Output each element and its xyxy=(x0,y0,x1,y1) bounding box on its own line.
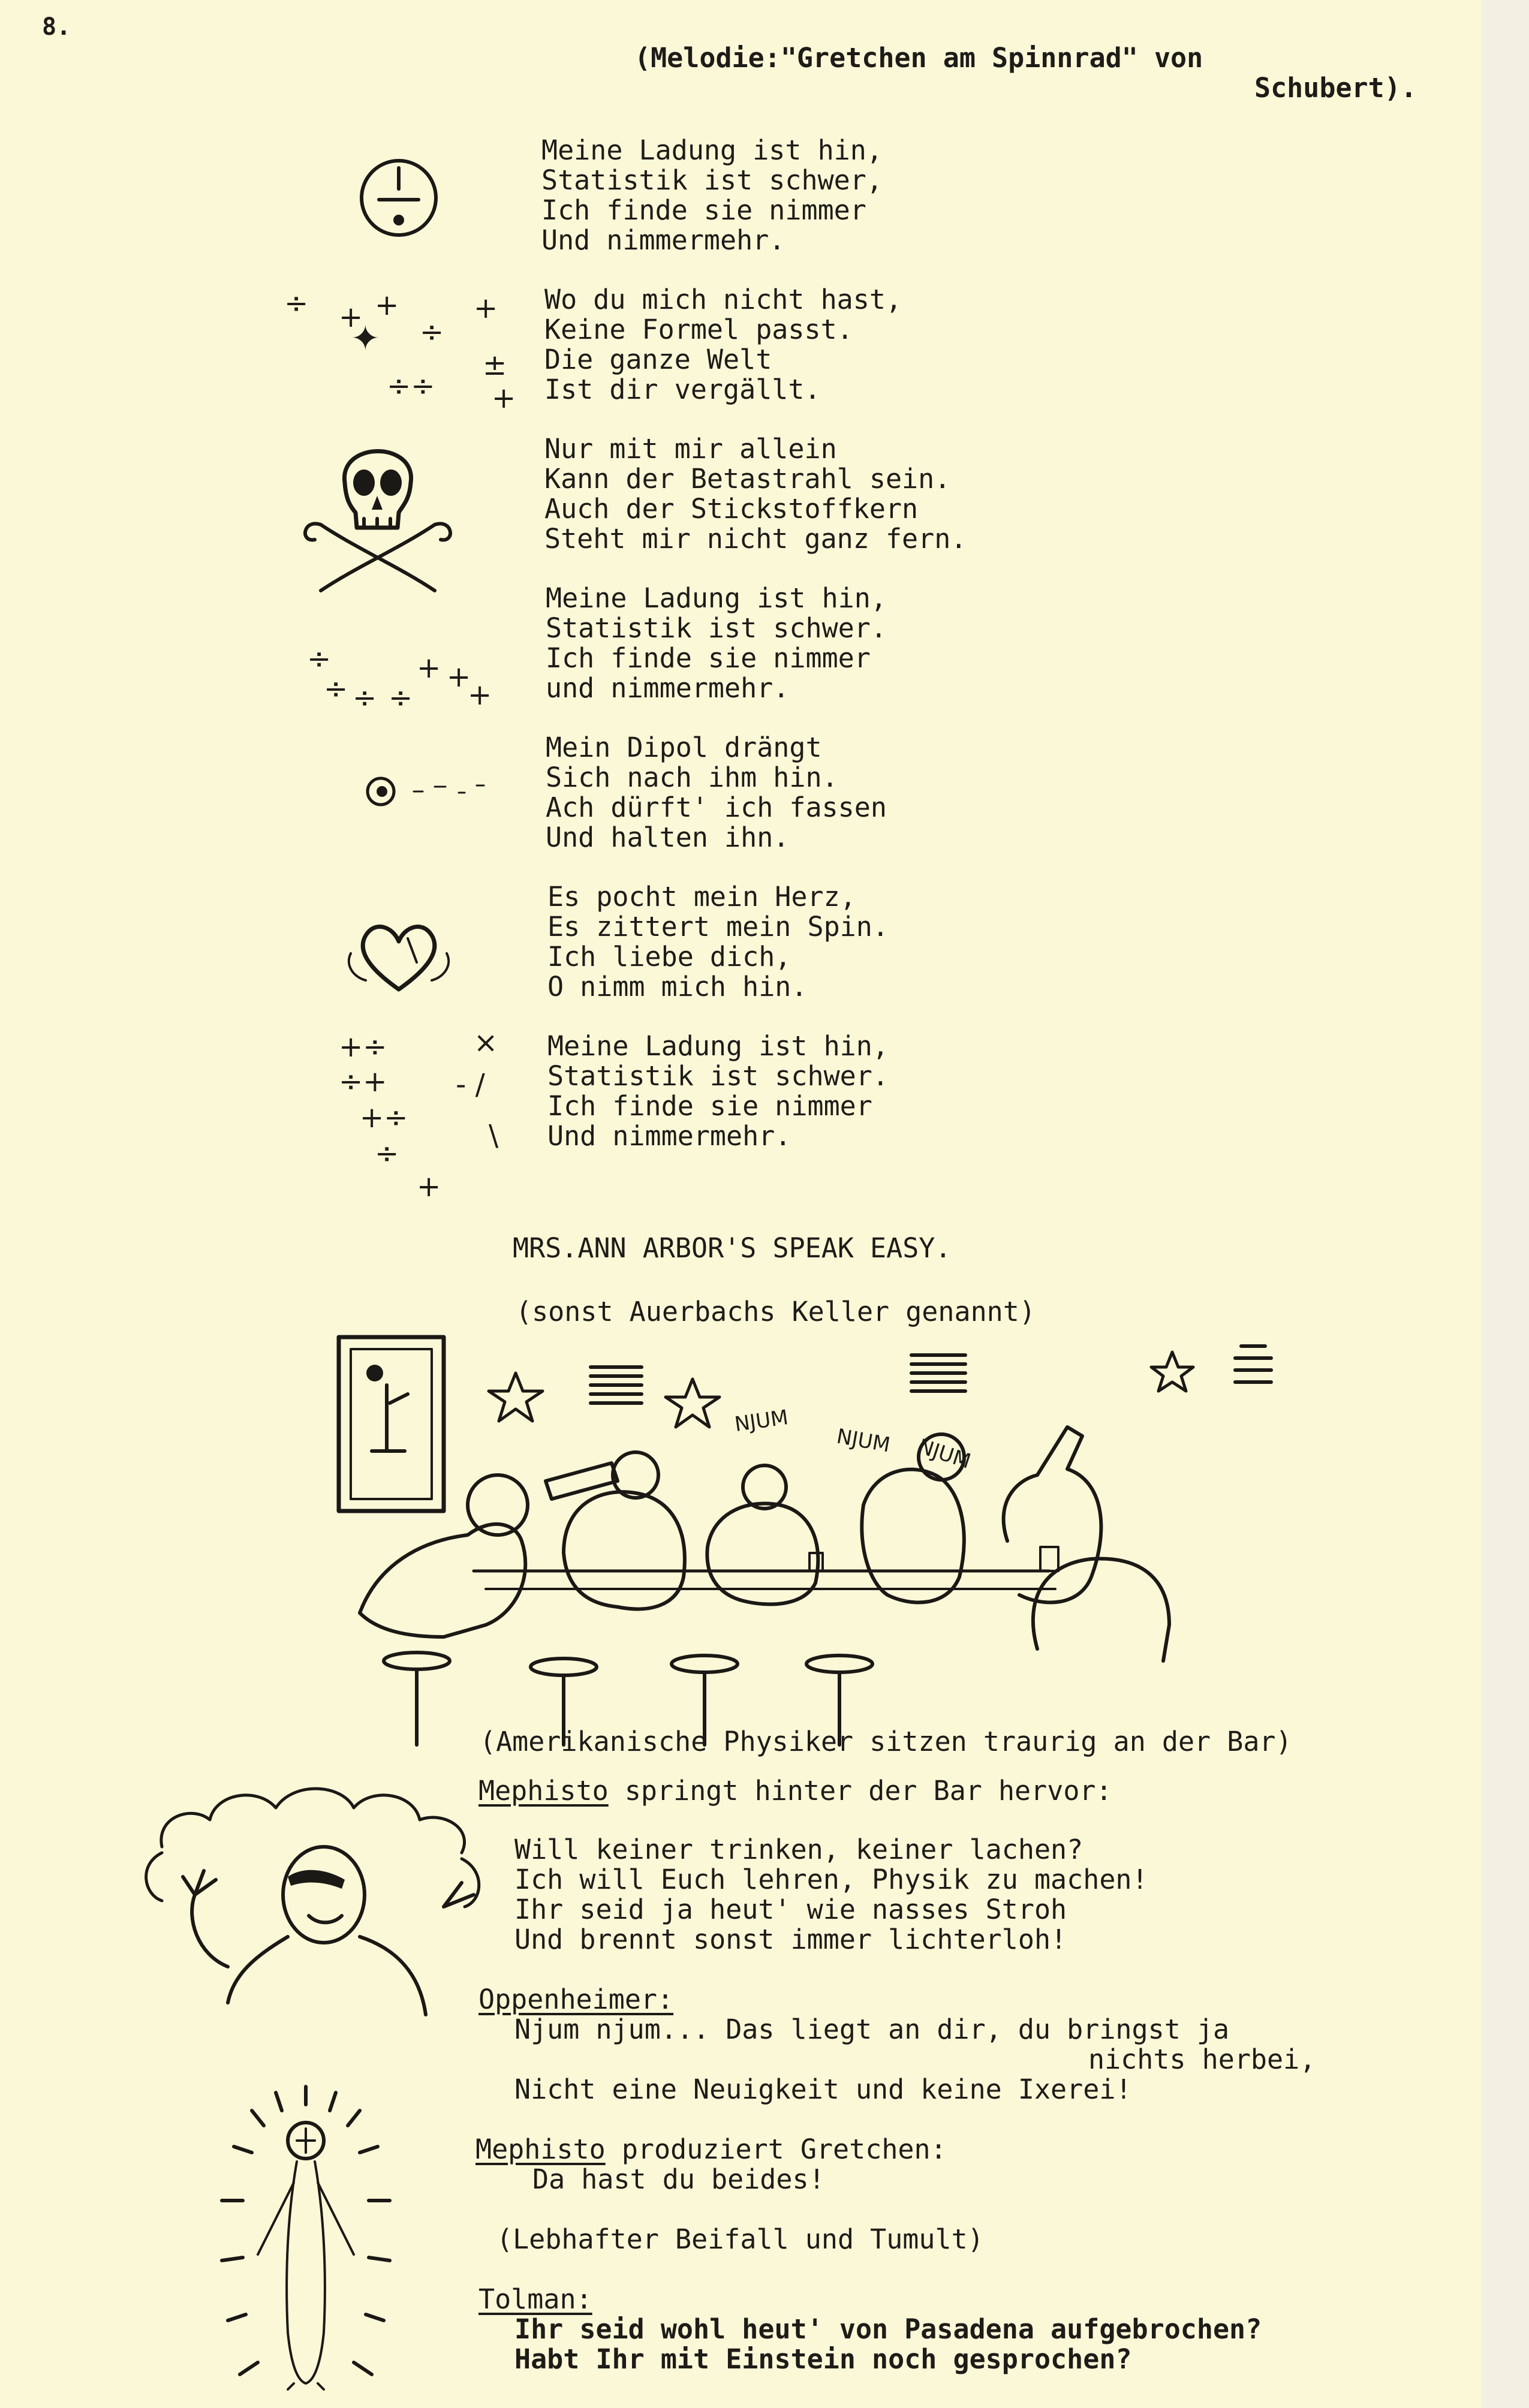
scene-subtitle: (sonst Auerbachs Keller genannt) xyxy=(516,1296,1036,1328)
stanza-1-line-4: Und nimmermehr. xyxy=(541,224,785,256)
stanza-5-line-3: Ach dürft' ich fassen xyxy=(546,791,887,823)
stanza-1-line-2: Statistik ist schwer, xyxy=(541,164,883,196)
stanza-2-line-2: Keine Formel passt. xyxy=(544,314,853,345)
melody-line-2: Schubert). xyxy=(1254,72,1417,104)
stanza-7-line-3: Ich finde sie nimmer xyxy=(547,1090,872,1122)
stanza-7-line-1: Meine Ladung ist hin, xyxy=(547,1030,889,1062)
tolman-line-1: Ihr seid wohl heut' von Pasadena aufgebrochen? xyxy=(514,2313,1262,2345)
speaker-mephisto-1: Mephisto xyxy=(478,1775,609,1807)
mephisto-stage-direction-1: Mephisto springt hinter der Bar hervor: xyxy=(478,1775,1112,1807)
gretchen-figure-sketch xyxy=(198,2081,414,2392)
speaker-mephisto-2: Mephisto xyxy=(475,2133,606,2165)
speaker-oppenheimer: Oppenheimer: xyxy=(478,1983,674,2015)
stanza-5-line-4: Und halten ihn. xyxy=(546,821,790,853)
scene-title: MRS.ANN ARBOR'S SPEAK EASY. xyxy=(513,1232,952,1264)
mephisto-line-5: Da hast du beides! xyxy=(532,2163,825,2195)
mephisto-line-2: Ich will Euch lehren, Physik zu machen! xyxy=(514,1864,1148,1895)
charge-symbol-icon xyxy=(354,153,444,243)
page-edge xyxy=(1481,0,1529,2408)
mephisto-line-3: Ihr seid ja heut' wie nasses Stroh xyxy=(514,1894,1067,1925)
stanza-6-line-1: Es pocht mein Herz, xyxy=(547,881,856,913)
stanza-2-line-1: Wo du mich nicht hast, xyxy=(544,284,902,315)
speaker-tolman: Tolman: xyxy=(478,2283,592,2315)
scene-caption: (Amerikanische Physiker sitzen traurig an der Bar) xyxy=(480,1726,1292,1757)
oppenheimer-line-1: Njum njum... Das liegt an dir, du bringst ja xyxy=(514,2013,1230,2045)
oppenheimer-line-1b: nichts herbei, xyxy=(1088,2043,1316,2075)
stanza-1-line-1: Meine Ladung ist hin, xyxy=(541,134,883,166)
heart-icon xyxy=(339,911,459,995)
stanza-4-line-3: Ich finde sie nimmer xyxy=(546,642,871,674)
stanza-7-line-4: Und nimmermehr. xyxy=(547,1120,791,1152)
stanza-6-line-3: Ich liebe dich, xyxy=(547,941,791,973)
melody-line-1: (Melodie:"Gretchen am Spinnrad" von xyxy=(634,42,1203,74)
stanza-4-line-2: Statistik ist schwer. xyxy=(546,612,887,644)
bar-sketch xyxy=(336,1325,1367,1745)
mephisto-line-4: Und brennt sonst immer lichterloh! xyxy=(514,1924,1067,1955)
oppenheimer-line-2: Nicht eine Neuigkeit und keine Ixerei! xyxy=(514,2073,1132,2105)
stanza-4-line-4: und nimmermehr. xyxy=(546,672,790,704)
document-page: 8. (Melodie:"Gretchen am Spinnrad" von Schubert). Meine Ladung ist hin, Statistik ist schwer, Ich finde sie nimmer Und nimmermehr. Wo du mich nicht hast, Keine Formel passt. Die ganze Welt Ist dir vergällt. Nur mit mir allein Kann der Betastrahl sein. Auch der Stickstoffkern Steht mir nicht ganz fern. Meine Ladung ist hin, Statistik ist schwer. Ich finde sie nimmer und nimmermehr. Mein Dipol drängt Sich nach ihm hin. Ach dürft' ich fassen Und halten ihn. Es pocht mein Herz, Es zittert mein Spin. Ich liebe dich, O nimm mich hin. Meine Ladung ist hin, Statistik ist schwer. Ich finde sie nimmer Und nimmermehr. ÷ + + ✦ ÷ + ± ÷÷ + ÷ ÷ ÷ ÷ + + + +÷ ÷+ +÷ ÷ + × - / \ MRS.ANN ARBOR'S SPEAK EASY. (sonst Auerbachs Keller genannt) NJUM NJUM NJUM (Amerikanische Physiker sitzen traurig an der Bar) Mephisto springt hinter der Bar hervor: Will keiner trinken, keiner lachen? Ich will Euch lehren, Physik zu machen! Ihr seid ja heut' wie nasses Stroh Und brennt sonst immer lichterloh! Oppenheimer: Njum njum... Das liegt an dir, du bringst ja nichts herbei, Nicht eine Neuigkeit und keine Ixerei! Mephisto produziert Gretchen: Da hast du beides! (Lebhafter Beifall und Tumult) Tolman: Ihr seid wohl heut' von Pasadena aufgebrochen? Habt Ihr mit Einstein noch gesprochen? xyxy=(0,0,1529,2408)
dipol-smudge-icon xyxy=(357,767,513,815)
page-number: 8. xyxy=(42,13,71,41)
stanza-2-line-3: Die ganze Welt xyxy=(544,344,772,375)
stanza-6-line-4: O nimm mich hin. xyxy=(547,971,808,1003)
stanza-3-line-3: Auch der Stickstoffkern xyxy=(544,493,919,525)
stage-applause: (Lebhafter Beifall und Tumult) xyxy=(496,2223,984,2255)
sketch-text-njum-1: NJUM xyxy=(733,1405,790,1437)
tolman-line-2: Habt Ihr mit Einstein noch gesprochen? xyxy=(514,2343,1132,2375)
mephisto-stage-direction-2: Mephisto produziert Gretchen: xyxy=(475,2133,947,2165)
stanza-7-line-2: Statistik ist schwer. xyxy=(547,1060,889,1092)
stanza-4-line-1: Meine Ladung ist hin, xyxy=(546,582,887,614)
stanza-6-line-2: Es zittert mein Spin. xyxy=(547,911,889,943)
stanza-2-line-4: Ist dir vergällt. xyxy=(544,374,821,405)
mephisto-line-1: Will keiner trinken, keiner lachen? xyxy=(514,1834,1083,1865)
sketch-text-njum-2: NJUM xyxy=(835,1424,892,1458)
skull-crossbones-icon xyxy=(297,423,459,603)
stanza-3-line-1: Nur mit mir allein xyxy=(544,433,837,465)
mephisto-cloud-sketch xyxy=(138,1775,510,2027)
sketch-text-njum-3: NJUM xyxy=(915,1434,974,1474)
stanza-5-line-2: Sich nach ihm hin. xyxy=(546,761,838,793)
stanza-3-line-4: Steht mir nicht ganz fern. xyxy=(544,523,967,555)
stanza-5-line-1: Mein Dipol drängt xyxy=(546,732,822,763)
stanza-1-line-3: Ich finde sie nimmer xyxy=(541,194,866,226)
stanza-3-line-2: Kann der Betastrahl sein. xyxy=(544,463,951,495)
